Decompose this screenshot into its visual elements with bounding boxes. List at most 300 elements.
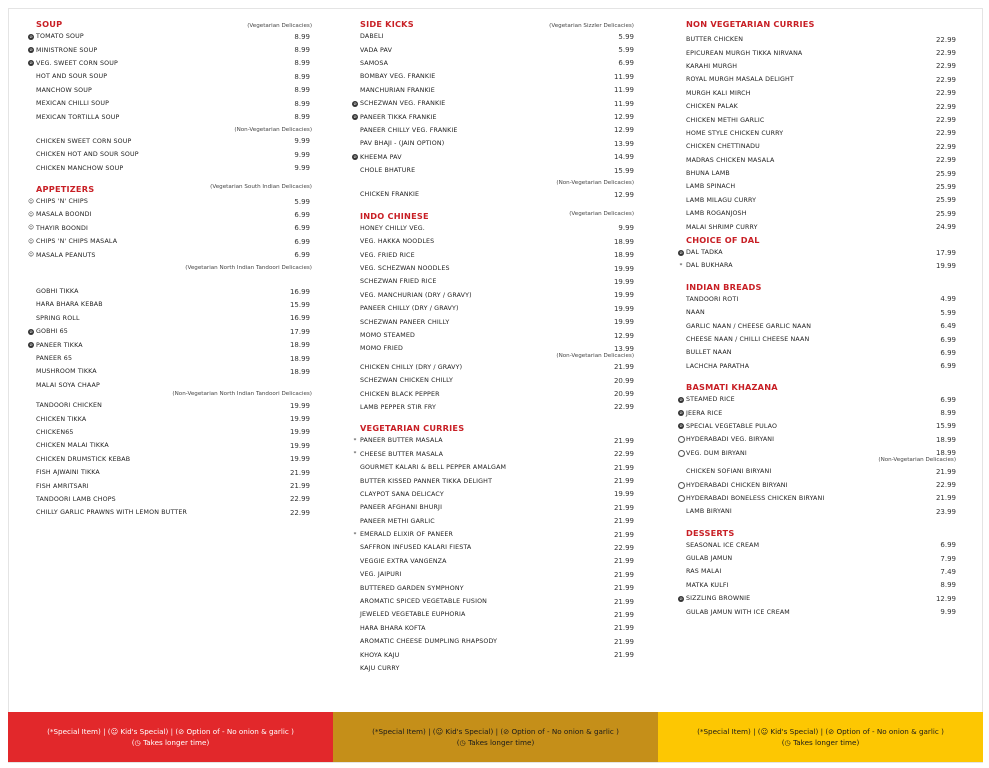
section-title: INDO CHINESE xyxy=(360,210,429,221)
item-name: NAAN xyxy=(686,309,705,317)
item-name: CLAYPOT SANA DELICACY xyxy=(360,490,444,498)
menu-item xyxy=(28,84,314,97)
item-name: CHICKEN METHI GARLIC xyxy=(686,116,765,124)
menu-item xyxy=(352,361,636,374)
item-name: KHEEMA PAV xyxy=(360,153,402,161)
item-name: FISH AMRITSARI xyxy=(36,482,89,490)
item-name: CHEESE BUTTER MASALA xyxy=(360,450,444,458)
item-name: CHICKEN CHILLY (DRY / GRAVY) xyxy=(360,363,463,371)
item-price: 11.99 xyxy=(613,72,634,81)
no-onion-garlic-icon: ⊘ xyxy=(29,60,33,66)
section-title: VEGETARIAN CURRIES xyxy=(360,423,465,434)
item-name: CHICKEN PALAK xyxy=(686,103,738,111)
menu-item xyxy=(28,285,314,298)
menu-item xyxy=(352,622,636,635)
menu-item xyxy=(28,453,314,466)
item-name: BUTTER KISSED PANNER TIKKA DELIGHT xyxy=(360,477,493,485)
item-name: TANDOORI ROTI xyxy=(686,295,739,303)
item-name: MALAI SHRIMP CURRY xyxy=(686,223,758,231)
menu-item xyxy=(352,262,636,275)
item-price: 22.99 xyxy=(935,89,956,98)
menu-item xyxy=(678,113,958,126)
menu-item xyxy=(28,43,314,56)
menu-item xyxy=(28,466,314,479)
legend-panel-yellow xyxy=(658,712,983,762)
item-name: BOMBAY VEG. FRANKIE xyxy=(360,73,436,81)
menu-list xyxy=(352,30,636,177)
veg-tag: (Vegetarian Sizzler Delicacies) xyxy=(549,23,634,29)
menu-item xyxy=(678,605,958,618)
item-name: HYDERABADI CHICKEN BIRYANI xyxy=(686,481,788,489)
no-onion-garlic-icon: ⊘ xyxy=(29,328,33,334)
item-price: 18.99 xyxy=(289,367,310,376)
item-name: MINISTRONE SOUP xyxy=(36,46,98,54)
menu-item xyxy=(352,275,636,288)
item-name: CHICKEN CHETTINADU xyxy=(686,143,760,151)
menu-item xyxy=(678,100,958,113)
legend-line: (*Special Item) | (☺ Kid's Special) | (⊘ Option of - No onion & garlic ) xyxy=(697,727,944,736)
item-name: KHOYA KAJU xyxy=(360,651,400,659)
item-price: 6.99 xyxy=(294,210,310,219)
item-price: 18.99 xyxy=(289,341,310,350)
menu-item xyxy=(352,501,636,514)
item-price: 12.99 xyxy=(613,126,634,135)
item-price: 12.99 xyxy=(613,331,634,340)
item-name: TOMATO SOUP xyxy=(36,33,84,41)
item-price: 19.99 xyxy=(289,415,310,424)
item-name: LAMB PEPPER STIR FRY xyxy=(360,403,436,411)
item-price: 19.99 xyxy=(289,455,310,464)
menu-item xyxy=(352,151,636,164)
item-name: PANEER TIKKA xyxy=(36,341,83,349)
item-price: 21.99 xyxy=(613,503,634,512)
item-price: 9.99 xyxy=(618,224,634,233)
menu-item xyxy=(678,406,958,419)
special-item-icon: * xyxy=(353,437,357,444)
item-name: CHOLE BHATURE xyxy=(360,167,416,175)
menu-item xyxy=(28,312,314,325)
item-name: VADA PAV xyxy=(360,46,393,54)
menu-item xyxy=(678,433,958,446)
menu-item xyxy=(28,325,314,338)
item-price: 8.99 xyxy=(294,99,310,108)
menu-item xyxy=(28,479,314,492)
menu-item xyxy=(678,220,958,233)
menu-item xyxy=(352,43,636,56)
item-name: HARA BHARA KOFTA xyxy=(360,624,426,632)
kids-special-icon: ☺ xyxy=(28,198,34,205)
item-price: 7.49 xyxy=(940,567,956,576)
section-title: BASMATI KHAZANA xyxy=(686,381,778,392)
item-name: MADRAS CHICKEN MASALA xyxy=(686,156,775,164)
item-price: 12.99 xyxy=(935,594,956,603)
menu-item xyxy=(678,259,958,272)
menu-item xyxy=(28,493,314,506)
menu-list xyxy=(678,246,958,273)
special-item-icon: * xyxy=(679,262,683,269)
menu-item xyxy=(678,154,958,167)
item-name: JEERA RICE xyxy=(686,409,723,417)
item-price: 25.99 xyxy=(935,182,956,191)
item-price: 12.99 xyxy=(613,190,634,199)
menu-item xyxy=(678,346,958,359)
item-price: 13.99 xyxy=(613,139,634,148)
item-name: GOBHI 65 xyxy=(36,328,68,336)
item-price: 22.99 xyxy=(935,62,956,71)
menu-item xyxy=(352,235,636,248)
menu-item xyxy=(352,164,636,177)
menu-item xyxy=(352,97,636,110)
item-name: LAMB ROGANJOSH xyxy=(686,210,747,218)
legend-panel-brown xyxy=(333,712,658,762)
item-name: KARAHI MURGH xyxy=(686,62,738,70)
item-name: EPICUREAN MURGH TIKKA NIRVANA xyxy=(686,49,803,57)
menu-item xyxy=(678,492,958,505)
indian-breads-section xyxy=(678,281,958,373)
menu-item xyxy=(678,180,958,193)
item-price: 22.99 xyxy=(613,450,634,459)
menu-item xyxy=(352,188,636,201)
item-name: SCHEZWAN CHICKEN CHILLY xyxy=(360,377,453,385)
item-name: VEGGIE EXTRA VANGENZA xyxy=(360,557,447,565)
item-price: 21.99 xyxy=(613,530,634,539)
item-price: 19.99 xyxy=(613,318,634,327)
item-price: 8.99 xyxy=(294,86,310,95)
menu-item xyxy=(28,222,314,235)
item-price: 16.99 xyxy=(289,314,310,323)
item-price: 23.99 xyxy=(935,507,956,516)
item-price: 21.99 xyxy=(613,597,634,606)
menu-item xyxy=(28,195,314,208)
item-price: 22.99 xyxy=(935,116,956,125)
item-price: 6.99 xyxy=(940,348,956,357)
item-price: 12.99 xyxy=(613,113,634,122)
item-price: 15.99 xyxy=(289,300,310,309)
menu-item xyxy=(678,447,958,460)
item-price: 22.99 xyxy=(289,508,310,517)
item-price: 18.99 xyxy=(935,449,956,458)
item-price: 15.99 xyxy=(935,422,956,431)
menu-item xyxy=(28,365,314,378)
menu-list xyxy=(352,361,636,415)
item-name: SCHEZWAN PANEER CHILLY xyxy=(360,318,450,326)
section-title: SIDE KICKS xyxy=(360,19,414,29)
item-name: AROMATIC SPICED VEGETABLE FUSION xyxy=(360,598,488,606)
item-price: 21.99 xyxy=(613,637,634,646)
vegetarian-curries-section xyxy=(352,422,636,675)
item-name: MALAI SOYA CHAAP xyxy=(36,381,100,389)
item-name: SCHEZWAN FRIED RICE xyxy=(360,278,437,286)
item-name: CHICKEN65 xyxy=(36,428,74,436)
menu-item xyxy=(352,302,636,315)
menu-item xyxy=(678,46,958,59)
item-name: VEG. DUM BIRYANI xyxy=(686,449,747,457)
nonveg-tag: (Non-Vegetarian Delicacies) xyxy=(556,352,634,359)
item-name: VEG. SWEET CORN SOUP xyxy=(36,59,118,67)
item-name: CHICKEN DRUMSTICK KEBAB xyxy=(36,455,131,463)
item-price: 22.99 xyxy=(935,142,956,151)
item-name: VEG. MANCHURIAN (DRY / GRAVY) xyxy=(360,291,472,299)
no-onion-garlic-icon: ⊘ xyxy=(353,114,357,120)
clock-icon xyxy=(678,436,685,443)
item-price: 8.99 xyxy=(940,409,956,418)
item-price: 6.99 xyxy=(940,362,956,371)
item-price: 6.99 xyxy=(294,237,310,246)
item-price: 6.99 xyxy=(940,541,956,550)
item-name: PANEER CHILLY (DRY / GRAVY) xyxy=(360,305,459,313)
item-name: DAL BUKHARA xyxy=(686,262,733,270)
menu-item xyxy=(352,342,636,355)
item-name: CHICKEN MANCHOW SOUP xyxy=(36,164,124,172)
no-onion-garlic-icon: ⊘ xyxy=(29,342,33,348)
no-onion-garlic-icon: ⊘ xyxy=(679,249,683,255)
item-price: 21.99 xyxy=(613,363,634,372)
menu-item xyxy=(28,97,314,110)
item-name: PAV BHAJI - (JAIN OPTION) xyxy=(360,140,445,148)
menu-item xyxy=(352,662,636,675)
item-price: 19.99 xyxy=(289,428,310,437)
item-price: 8.99 xyxy=(294,113,310,122)
menu-list xyxy=(352,222,636,356)
item-price: 6.99 xyxy=(294,224,310,233)
item-price: 21.99 xyxy=(935,494,956,503)
no-onion-garlic-icon: ⊘ xyxy=(679,595,683,601)
menu-item xyxy=(352,374,636,387)
item-price: 21.99 xyxy=(613,651,634,660)
dal-section xyxy=(678,234,958,273)
item-price: 5.99 xyxy=(940,308,956,317)
menu-item xyxy=(28,30,314,43)
item-price: 6.99 xyxy=(940,335,956,344)
menu-item xyxy=(352,222,636,235)
menu-item xyxy=(678,246,958,259)
item-name: JEWELED VEGETABLE EUPHORIA xyxy=(360,611,466,619)
section-title: NON VEGETARIAN CURRIES xyxy=(686,19,815,29)
item-name: SPRING ROLL xyxy=(36,314,80,322)
nonveg-tag: (Non-Vegetarian North Indian Tandoori Delicacies) xyxy=(172,390,312,397)
item-price: 17.99 xyxy=(935,248,956,257)
menu-item xyxy=(678,194,958,207)
item-name: CHIPS 'N' CHIPS xyxy=(36,198,88,206)
menu-item xyxy=(678,552,958,565)
menu-item xyxy=(678,60,958,73)
menu-item xyxy=(352,434,636,447)
item-name: PANEER 65 xyxy=(36,355,73,362)
item-price: 22.99 xyxy=(613,543,634,552)
item-price: 22.99 xyxy=(935,49,956,58)
item-name: KAJU CURRY xyxy=(360,664,400,672)
desserts-section xyxy=(678,527,958,619)
item-name: THAYIR BOONDI xyxy=(36,224,88,232)
menu-column-left xyxy=(28,18,314,520)
nonveg-tag: (Non-Vegetarian Delicacies) xyxy=(556,180,634,187)
item-name: CHICKEN SOFIANI BIRYANI xyxy=(686,468,772,476)
menu-list xyxy=(28,399,314,520)
menu-item xyxy=(678,592,958,605)
item-price: 22.99 xyxy=(935,102,956,111)
menu-item xyxy=(678,465,958,478)
legend-panel-red xyxy=(8,712,333,762)
menu-item xyxy=(352,289,636,302)
item-price: 6.99 xyxy=(618,59,634,68)
menu-item xyxy=(28,412,314,425)
item-name: VEG. HAKKA NOODLES xyxy=(360,238,435,246)
menu-item xyxy=(28,298,314,311)
menu-item xyxy=(352,541,636,554)
menu-list xyxy=(28,195,314,262)
menu-item xyxy=(352,70,636,83)
menu-item xyxy=(352,488,636,501)
item-name: MOMO STEAMED xyxy=(360,332,415,339)
item-price: 21.99 xyxy=(613,610,634,619)
item-price: 5.99 xyxy=(294,197,310,206)
item-price: 4.99 xyxy=(940,295,956,304)
menu-item xyxy=(678,565,958,578)
item-name: HOT AND SOUR SOUP xyxy=(36,73,108,81)
menu-item xyxy=(352,84,636,97)
item-name: HARA BHARA KEBAB xyxy=(36,301,103,309)
menu-item xyxy=(352,568,636,581)
item-name: CHIPS 'N' CHIPS MASALA xyxy=(36,238,118,246)
no-onion-garlic-icon: ⊘ xyxy=(29,33,33,39)
item-name: EMERALD ELIXIR OF PANEER xyxy=(360,531,453,539)
menu-item xyxy=(352,110,636,123)
menu-item xyxy=(352,595,636,608)
item-name: LAMB MILAGU CURRY xyxy=(686,196,757,204)
clock-icon xyxy=(678,450,685,457)
menu-item xyxy=(28,162,314,175)
item-name: CHICKEN SWEET CORN SOUP xyxy=(36,137,132,145)
item-price: 19.99 xyxy=(613,264,634,273)
menu-item xyxy=(352,30,636,43)
item-name: GOURMET KALARI & BELL PEPPER AMALGAM xyxy=(360,464,507,472)
item-price: 22.99 xyxy=(935,75,956,84)
item-name: CHICKEN TIKKA xyxy=(36,415,87,423)
menu-item xyxy=(28,338,314,351)
menu-item xyxy=(678,87,958,100)
item-price: 21.99 xyxy=(613,624,634,633)
legend-line: (◷ Takes longer time) xyxy=(131,738,210,747)
kids-special-icon: ☺ xyxy=(28,238,34,245)
menu-list xyxy=(678,33,958,234)
item-name: SIZZLING BROWNIE xyxy=(686,595,751,603)
menu-item xyxy=(28,506,314,519)
item-price: 18.99 xyxy=(613,251,634,260)
menu-item xyxy=(352,137,636,150)
legend-line: (◷ Takes longer time) xyxy=(781,738,860,747)
item-name: BUTTERED GARDEN SYMPHONY xyxy=(360,584,464,592)
item-name: HYDERABADI BONELESS CHICKEN BIRYANI xyxy=(686,494,825,502)
item-name: FISH AJWAINI TIKKA xyxy=(36,469,100,477)
item-price: 21.99 xyxy=(935,467,956,476)
item-price: 5.99 xyxy=(618,32,634,41)
indo-chinese-section xyxy=(352,210,636,414)
item-price: 18.99 xyxy=(613,237,634,246)
item-name: CHICKEN HOT AND SOUR SOUP xyxy=(36,151,139,159)
menu-item xyxy=(678,393,958,406)
item-name: CHEESE NAAN / CHILLI CHEESE NAAN xyxy=(686,336,810,343)
item-price: 11.99 xyxy=(613,86,634,95)
item-name: BUTTER CHICKEN xyxy=(686,36,744,44)
item-price: 13.99 xyxy=(613,344,634,353)
item-price: 20.99 xyxy=(613,376,634,385)
item-price: 7.99 xyxy=(940,554,956,563)
item-price: 21.99 xyxy=(613,463,634,472)
item-name: SPECIAL VEGETABLE PULAO xyxy=(686,422,778,430)
item-name: LAMB SPINACH xyxy=(686,183,736,191)
item-name: DAL TADKA xyxy=(686,249,723,257)
special-item-icon: * xyxy=(353,531,357,538)
nonveg-tag: (Non-Vegetarian Delicacies) xyxy=(878,456,956,463)
section-title: DESSERTS xyxy=(686,527,735,538)
item-price: 21.99 xyxy=(613,477,634,486)
item-name: MATKA KULFI xyxy=(686,581,729,589)
menu-item xyxy=(352,329,636,342)
item-price: 16.99 xyxy=(289,287,310,296)
clock-icon xyxy=(678,482,685,489)
menu-item xyxy=(678,360,958,373)
kids-special-icon: ☺ xyxy=(28,225,34,232)
item-price: 8.99 xyxy=(294,72,310,81)
item-name: MURGH KALI MIRCH xyxy=(686,89,751,97)
menu-item xyxy=(28,439,314,452)
menu-item xyxy=(28,426,314,439)
menu-list xyxy=(28,30,314,124)
item-name: CHICKEN BLACK PEPPER xyxy=(360,390,440,398)
menu-item xyxy=(352,248,636,261)
menu-item xyxy=(352,528,636,541)
item-name: LACHCHA PARATHA xyxy=(686,362,750,370)
item-price: 24.99 xyxy=(935,223,956,232)
veg-tag: (Vegetarian Delicacies) xyxy=(247,23,312,29)
no-onion-garlic-icon: ⊘ xyxy=(353,100,357,106)
item-name: TANDOORI CHICKEN xyxy=(36,402,102,410)
item-name: SEASONAL ICE CREAM xyxy=(686,541,760,549)
item-price: 19.99 xyxy=(613,490,634,499)
clock-icon xyxy=(678,495,685,502)
item-name: BHUNA LAMB xyxy=(686,170,730,178)
item-price: 22.99 xyxy=(935,481,956,490)
item-name: TANDOORI LAMB CHOPS xyxy=(36,495,116,503)
item-name: GARLIC NAAN / CHEESE GARLIC NAAN xyxy=(686,322,812,330)
item-name: ROYAL MURGH MASALA DELIGHT xyxy=(686,76,794,84)
menu-list xyxy=(28,285,314,392)
special-item-icon: * xyxy=(353,451,357,458)
section-title: CHOICE OF DAL xyxy=(686,234,760,245)
item-name: PANEER BUTTER MASALA xyxy=(360,437,443,445)
legend-line: (*Special Item) | (☺ Kid's Special) | (⊘ Option of - No onion & garlic ) xyxy=(372,727,619,736)
no-onion-garlic-icon: ⊘ xyxy=(679,423,683,429)
menu-item xyxy=(352,635,636,648)
item-name: SAFFRON INFUSED KALARI FIESTA xyxy=(360,544,472,552)
menu-item xyxy=(678,319,958,332)
menu-item xyxy=(678,306,958,319)
basmati-khazana-section xyxy=(678,381,958,519)
menu-item xyxy=(28,352,314,365)
menu-item xyxy=(678,579,958,592)
item-price: 22.99 xyxy=(935,35,956,44)
item-price: 21.99 xyxy=(613,557,634,566)
menu-item xyxy=(678,140,958,153)
item-price: 17.99 xyxy=(289,327,310,336)
item-price: 19.99 xyxy=(613,277,634,286)
menu-item xyxy=(678,505,958,518)
no-onion-garlic-icon: ⊘ xyxy=(353,154,357,160)
item-name: GULAB JAMUN xyxy=(686,555,733,563)
item-price: 22.99 xyxy=(613,403,634,412)
menu-item xyxy=(678,478,958,491)
item-price: 5.99 xyxy=(618,46,634,55)
